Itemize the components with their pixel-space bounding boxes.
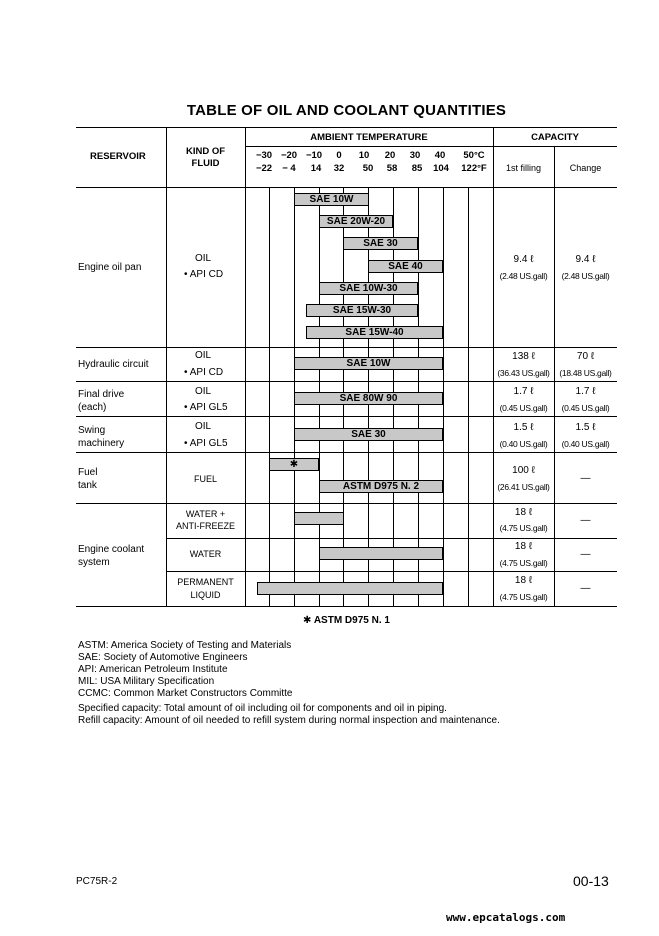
- first-filling-value: 138 ℓ: [512, 351, 535, 362]
- temp-f-tick: 104: [433, 163, 449, 174]
- temp-f-tick: −22: [255, 163, 273, 174]
- temp-range-bar: SAE 80W 90: [294, 392, 443, 405]
- capacity-note: Refill capacity: Amount of oil needed to refill system during normal inspection and maintenance.: [78, 715, 500, 726]
- reservoir-final-drive-note: (each): [78, 402, 107, 413]
- temp-f-tick: 14: [310, 163, 322, 174]
- temp-range-bar: SAE 30: [343, 237, 418, 250]
- temp-f-tick: 58: [386, 163, 398, 174]
- change-us: (0.45 US.gall): [561, 403, 610, 413]
- change-value: 70 ℓ: [576, 351, 595, 362]
- change-us: (2.48 US.gall): [561, 271, 610, 281]
- temp-f-tick: 85: [411, 163, 423, 174]
- first-filling-value: 1.5 ℓ: [513, 422, 534, 433]
- change-value: 1.5 ℓ: [575, 422, 596, 433]
- page-title: TABLE OF OIL AND COOLANT QUANTITIES: [186, 102, 507, 119]
- first-filling-value: 100 ℓ: [512, 465, 535, 476]
- fluid-kind-line2: ANTI-FREEZE: [175, 521, 235, 531]
- change-us: (18.48 US.gall): [559, 368, 612, 378]
- temp-range-bar: [294, 512, 344, 525]
- reservoir-hydraulic-circuit: Hydraulic circuit: [78, 359, 149, 370]
- change-value: —: [580, 515, 591, 526]
- fluid-spec: • API CD: [184, 367, 224, 378]
- capacity-note: Specified capacity: Total amount of oil including oil for components and oil in piping.: [78, 703, 447, 714]
- temp-f-tick: 122°F: [461, 163, 487, 174]
- temp-c-tick: 10: [358, 150, 370, 161]
- fluid-spec: • API CD: [184, 269, 224, 280]
- temp-range-bar: SAE 10W: [294, 357, 443, 370]
- fluid-kind: OIL: [195, 350, 212, 361]
- first-filling-value: 1.7 ℓ: [513, 386, 534, 397]
- fluid-kind: PERMANENT: [177, 577, 234, 587]
- reservoir-engine-coolant: Engine coolant: [78, 544, 145, 555]
- first-filling-us: (36.43 US.gall): [497, 368, 550, 378]
- temp-f-tick: − 4: [282, 163, 296, 174]
- temp-range-bar: SAE 15W-40: [306, 326, 443, 339]
- abbreviation-note: ASTM: America Society of Testing and Materials: [78, 640, 292, 651]
- page-number: 00-13: [573, 873, 609, 889]
- kind-header-line1: KIND OF: [185, 146, 226, 157]
- fluid-kind: WATER: [189, 549, 222, 559]
- reservoir-engine-oil-pan: Engine oil pan: [78, 262, 142, 273]
- first-filling-us: (0.40 US.gall): [499, 439, 548, 449]
- model-number: PC75R-2: [76, 876, 118, 887]
- change-us: (0.40 US.gall): [561, 439, 610, 449]
- table-footnote: ✱ ASTM D975 N. 1: [303, 615, 390, 626]
- reservoir-header: RESERVOIR: [90, 151, 146, 162]
- fluid-kind: WATER +: [185, 509, 226, 519]
- temp-range-bar: SAE 40: [368, 260, 443, 273]
- temp-c-tick: 40: [434, 150, 446, 161]
- fluid-kind: OIL: [195, 386, 212, 397]
- first-filling-value: 18 ℓ: [514, 575, 533, 586]
- temp-range-bar: [319, 547, 443, 560]
- fluid-kind: OIL: [195, 421, 212, 432]
- reservoir-swing-machinery-line2: machinery: [78, 438, 125, 449]
- temp-f-tick: 50: [362, 163, 374, 174]
- first-filling-value: 18 ℓ: [514, 507, 533, 518]
- temp-f-tick: 32: [333, 163, 345, 174]
- reservoir-engine-coolant-line2: system: [78, 557, 110, 568]
- abbreviation-note: API: American Petroleum Institute: [78, 664, 228, 675]
- fluid-kind-line2: LIQUID: [190, 590, 221, 600]
- first-filling-us: (4.75 US.gall): [499, 523, 548, 533]
- reservoir-fuel-tank-line2: tank: [78, 480, 97, 491]
- capacity-header: CAPACITY: [531, 132, 579, 143]
- change-value: —: [580, 583, 591, 594]
- temp-c-tick: 50°C: [463, 150, 485, 161]
- temp-c-tick: 0: [336, 150, 342, 161]
- reservoir-final-drive: Final drive: [78, 389, 125, 400]
- temp-c-tick: 30: [409, 150, 421, 161]
- watermark-url: www.epcatalogs.com: [446, 911, 566, 924]
- first-filling-us: (4.75 US.gall): [499, 558, 548, 568]
- temp-range-bar: ASTM D975 N. 2: [319, 480, 443, 493]
- abbreviation-note: SAE: Society of Automotive Engineers: [78, 652, 248, 663]
- temp-range-bar: SAE 30: [294, 428, 443, 441]
- reservoir-fuel-tank: Fuel: [78, 467, 98, 478]
- change-value: 1.7 ℓ: [575, 386, 596, 397]
- temp-range-bar: SAE 10W-30: [319, 282, 418, 295]
- temp-c-tick: −20: [280, 150, 298, 161]
- change-value: 9.4 ℓ: [575, 254, 596, 265]
- temp-c-tick: −10: [305, 150, 323, 161]
- temp-range-bar: SAE 15W-30: [306, 304, 418, 317]
- ambient-temperature-header: AMBIENT TEMPERATURE: [310, 132, 428, 143]
- abbreviation-note: MIL: USA Military Specification: [78, 676, 215, 687]
- temp-range-bar: SAE 20W-20: [319, 215, 393, 228]
- fluid-kind: FUEL: [193, 474, 217, 484]
- change-value: —: [580, 473, 591, 484]
- temp-range-bar-astm-n1: ✱: [269, 458, 319, 471]
- reservoir-swing-machinery: Swing: [78, 425, 106, 436]
- abbreviation-note: CCMC: Common Market Constructors Committe: [78, 688, 293, 699]
- change-header: Change: [569, 163, 602, 173]
- change-value: —: [580, 549, 591, 560]
- temp-range-bar: [257, 582, 443, 595]
- temp-c-tick: −30: [255, 150, 273, 161]
- first-filling-header: 1st filling: [505, 163, 541, 173]
- first-filling-us: (2.48 US.gall): [499, 271, 548, 281]
- first-filling-us: (4.75 US.gall): [499, 592, 548, 602]
- kind-header-line2: FLUID: [191, 158, 220, 169]
- fluid-spec: • API GL5: [184, 438, 228, 449]
- fluid-kind: OIL: [195, 253, 212, 264]
- first-filling-us: (26.41 US.gall): [497, 482, 550, 492]
- temp-c-tick: 20: [384, 150, 396, 161]
- first-filling-us: (0.45 US.gall): [499, 403, 548, 413]
- temp-range-bar: SAE 10W: [294, 193, 369, 206]
- first-filling-value: 18 ℓ: [514, 541, 533, 552]
- first-filling-value: 9.4 ℓ: [513, 254, 534, 265]
- fluid-spec: • API GL5: [184, 402, 228, 413]
